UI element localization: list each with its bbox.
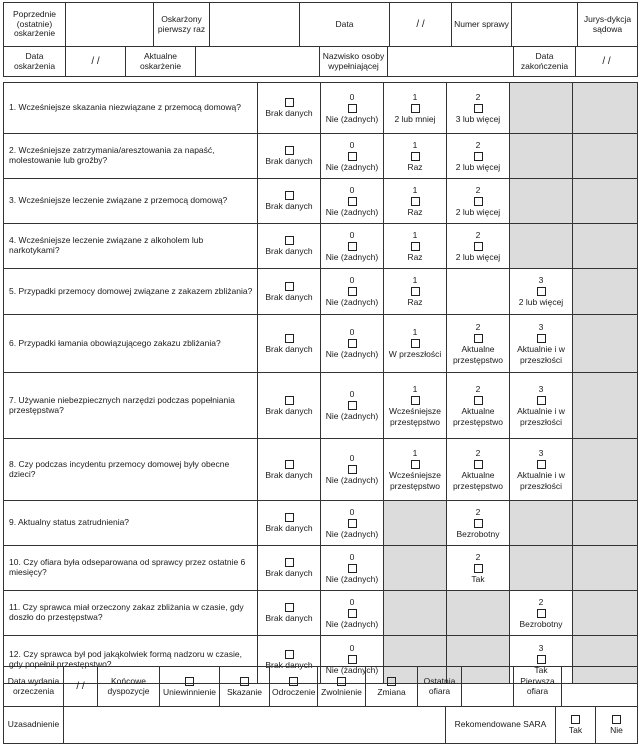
question-row-3: 3. Wcześniejsze leczenie związane z przemocą domową? Brak danych 0 Nie (żadnych) 1 Raz 2 2 lub więcej xyxy=(4,179,638,224)
empty-cell xyxy=(447,269,510,315)
checkbox[interactable] xyxy=(474,460,483,469)
option-2[interactable]: 2 2 lub więcej xyxy=(447,224,510,269)
option-0[interactable]: 0 Nie (żadnych) xyxy=(321,501,384,546)
checkbox[interactable] xyxy=(285,146,294,155)
option-2[interactable]: 2 Tak xyxy=(447,546,510,591)
checkbox[interactable] xyxy=(537,460,546,469)
checkbox[interactable] xyxy=(285,650,294,659)
option-0[interactable]: 0 Nie (żadnych) xyxy=(321,269,384,315)
option-1[interactable]: 1 W przeszłości xyxy=(384,315,447,373)
justification-field[interactable] xyxy=(64,707,446,744)
option-1[interactable]: 1 Raz xyxy=(384,179,447,224)
option-0[interactable]: 0 Nie (żadnych) xyxy=(321,83,384,134)
question-row-2: 2. Wcześniejsze zatrzymania/aresztowania za napaść, molestowanie lub groźby? Brak danych 0 Nie (żadnych) 1 Raz 2 2 lub więcej xyxy=(4,134,638,179)
question-row-5: 5. Przypadki przemocy domowej związane z zakazem zbliżania? Brak danych 0 Nie (żadnych) 1 Raz 3 2 lub więcej xyxy=(4,269,638,315)
checkbox[interactable] xyxy=(537,655,546,664)
option-no-data[interactable]: Brak danych xyxy=(258,373,321,439)
option-0[interactable]: 0 Nie (żadnych) xyxy=(321,179,384,224)
checkbox[interactable] xyxy=(348,564,357,573)
question-text: Wcześniejsze leczenie związane z przemocą domową? xyxy=(18,195,228,206)
prev-conviction-field[interactable] xyxy=(66,3,154,47)
charge-date-field[interactable]: / / xyxy=(66,47,126,77)
question-text: Wcześniejsze zatrzymania/aresztowania za napaść, molestowanie lub groźby? xyxy=(9,145,215,165)
checkbox[interactable] xyxy=(411,152,420,161)
checkbox[interactable] xyxy=(285,460,294,469)
shaded-cell xyxy=(573,591,638,636)
question-text: Czy podczas incydentu przemocy domowej były obecne dzieci? xyxy=(9,458,230,479)
footer-justification-table xyxy=(3,706,638,744)
charge-date-label: Data oskarżenia xyxy=(4,47,66,77)
checkbox[interactable] xyxy=(285,282,294,291)
checkbox[interactable] xyxy=(285,513,294,522)
final-disposition-label: Końcowe dyspozycje xyxy=(98,667,160,707)
checkbox[interactable] xyxy=(612,715,621,724)
ruling-date-field[interactable]: / / xyxy=(64,667,98,707)
shaded-cell xyxy=(384,591,447,636)
shaded-cell xyxy=(510,134,573,179)
current-charge-field[interactable] xyxy=(196,47,320,77)
option-3[interactable]: 3 Aktualnie i w przeszłości xyxy=(510,439,573,501)
option-0[interactable]: 0 Nie (żadnych) xyxy=(321,439,384,501)
checkbox[interactable] xyxy=(285,236,294,245)
shaded-cell xyxy=(573,439,638,501)
option-0[interactable]: 0 Nie (żadnych) xyxy=(321,546,384,591)
first-accused-field[interactable] xyxy=(210,3,300,47)
question-text: Przypadki łamania obowiązującego zakazu zbliżania? xyxy=(18,337,221,348)
checkbox[interactable] xyxy=(411,104,420,113)
shaded-cell xyxy=(384,501,447,546)
shaded-cell xyxy=(573,134,638,179)
option-3[interactable]: 3 2 lub więcej xyxy=(510,269,573,315)
checkbox[interactable] xyxy=(348,609,357,618)
option-no-data[interactable]: Brak danych xyxy=(258,501,321,546)
option-no-data[interactable]: Brak danych xyxy=(258,269,321,315)
last-victim-field[interactable] xyxy=(462,667,514,707)
shaded-cell xyxy=(447,591,510,636)
checkbox[interactable] xyxy=(348,401,357,410)
question-text: Wcześniejsze leczenie związane z alkoholem lub narkotykami? xyxy=(9,235,204,255)
date-label: Data xyxy=(300,3,390,47)
checkbox[interactable] xyxy=(474,564,483,573)
shaded-cell xyxy=(510,224,573,269)
acquittal-option[interactable]: Uniewinnienie xyxy=(160,667,220,707)
option-0[interactable]: 0 Nie (żadnych) xyxy=(321,591,384,636)
option-3[interactable]: 3 Aktualnie i w przeszłości xyxy=(510,315,573,373)
question-text: Aktualny status zatrudnienia? xyxy=(18,517,130,528)
risk-assessment-form xyxy=(3,2,637,743)
shaded-cell xyxy=(573,546,638,591)
ruling-date-label: Data wydania orzeczenia xyxy=(4,667,64,707)
case-number-label: Numer sprawy xyxy=(452,3,512,47)
question-row-7: 7. Używanie niebezpiecznych narzędzi podczas popełniania przestępstwa? Brak danych 0 Nie (żadnych) 1 Wcześniejsze przestępstwo 2 Aktualne przestępstwo 3 Aktualnie i w przeszłości xyxy=(4,373,638,439)
checkbox[interactable] xyxy=(348,287,357,296)
checkbox[interactable] xyxy=(537,334,546,343)
checkbox[interactable] xyxy=(537,287,546,296)
checkbox[interactable] xyxy=(411,460,420,469)
checkbox[interactable] xyxy=(348,152,357,161)
completed-by-field[interactable] xyxy=(388,47,514,77)
checkbox[interactable] xyxy=(348,465,357,474)
shaded-cell xyxy=(573,373,638,439)
changed-option[interactable]: Zmiana xyxy=(366,667,418,707)
shaded-cell xyxy=(510,179,573,224)
sara-no-option[interactable]: Nie xyxy=(596,707,638,744)
option-1[interactable]: 1 Raz xyxy=(384,224,447,269)
checkbox[interactable] xyxy=(474,334,483,343)
shaded-cell xyxy=(384,546,447,591)
shaded-cell xyxy=(573,315,638,373)
question-text: Czy sprawca był pod jakąkolwiek formą nadzoru w czasie, gdy popełnił przestępstwo? xyxy=(9,648,242,669)
checkbox[interactable] xyxy=(411,242,420,251)
option-no-data[interactable]: Brak danych xyxy=(258,546,321,591)
checkbox[interactable] xyxy=(411,287,420,296)
checkbox[interactable] xyxy=(348,339,357,348)
option-0[interactable]: 0 Nie (żadnych) xyxy=(321,636,384,684)
question-row-9: 9. Aktualny status zatrudnienia? Brak danych 0 Nie (żadnych) 2 Bezrobotny xyxy=(4,501,638,546)
checkbox[interactable] xyxy=(474,152,483,161)
option-2[interactable]: 2 3 lub więcej xyxy=(447,83,510,134)
option-no-data[interactable]: Brak danych xyxy=(258,134,321,179)
question-row-1: 1. Wcześniejsze skazania niezwiązane z przemocą domową? Brak danych 0 Nie (żadnych) 1 2 lub mniej 2 3 lub więcej xyxy=(4,83,638,134)
question-text: Używanie niebezpiecznych narzędzi podczas popełniania przestępstwa? xyxy=(9,394,235,415)
justification-label: Uzasadnienie xyxy=(4,707,64,744)
questions-table xyxy=(3,82,638,684)
option-no-data[interactable]: Brak danych xyxy=(258,179,321,224)
question-text: Czy sprawca miał orzeczony zakaz zbliżania w czasie, gdy doszło do przestępstwa? xyxy=(9,602,244,622)
checkbox[interactable] xyxy=(571,715,580,724)
question-row-11: 11. Czy sprawca miał orzeczony zakaz zbliżania w czasie, gdy doszło do przestępstwa? Brak danych 0 Nie (żadnych) 2 Bezrobotny xyxy=(4,591,638,636)
option-no-data[interactable]: Brak danych xyxy=(258,591,321,636)
option-2[interactable]: 2 2 lub więcej xyxy=(447,134,510,179)
case-number-field[interactable] xyxy=(512,3,578,47)
sara-yes-option[interactable]: Tak xyxy=(556,707,596,744)
option-3[interactable]: 3 Aktualnie i w przeszłości xyxy=(510,373,573,439)
question-row-10: 10. Czy ofiara była odseparowana od sprawcy przez ostatnie 6 miesięcy? Brak danych 0 Nie (żadnych) 2 Tak xyxy=(4,546,638,591)
question-row-6: 6. Przypadki łamania obowiązującego zakazu zbliżania? Brak danych 0 Nie (żadnych) 1 W przeszłości 2 Aktualne przestępstwo 3 Aktualnie i w przeszłości xyxy=(4,315,638,373)
first-victim-label: Pierwsza ofiara xyxy=(514,667,562,707)
question-text: Przypadki przemocy domowej związane z zakazem zbliżania? xyxy=(18,285,253,296)
current-charge-label: Aktualne oskarżenie xyxy=(126,47,196,77)
checkbox[interactable] xyxy=(285,334,294,343)
checkbox[interactable] xyxy=(348,242,357,251)
option-1[interactable]: 1 Wcześniejsze przestępstwo xyxy=(384,373,447,439)
option-no-data[interactable]: Brak danych xyxy=(258,224,321,269)
option-2[interactable]: 2 Bezrobotny xyxy=(447,501,510,546)
sara-recommended-label: Rekomendowane SARA xyxy=(446,707,556,744)
footer-disposition-table xyxy=(3,666,638,707)
option-0[interactable]: 0 Nie (żadnych) xyxy=(321,373,384,439)
first-victim-field[interactable] xyxy=(562,667,638,707)
end-date-label: Data zakończenia xyxy=(514,47,576,77)
option-0[interactable]: 0 Nie (żadnych) xyxy=(321,315,384,373)
deferred-option[interactable]: Odroczenie xyxy=(270,667,318,707)
checkbox[interactable] xyxy=(537,609,546,618)
checkbox[interactable] xyxy=(387,677,396,686)
question-row-4: 4. Wcześniejsze leczenie związane z alkoholem lub narkotykami? Brak danych 0 Nie (żadnych) 1 Raz 2 2 lub więcej xyxy=(4,224,638,269)
question-text: Czy ofiara była odseparowana od sprawcy przez ostatnie 6 miesięcy? xyxy=(9,557,246,577)
option-0[interactable]: 0 Nie (żadnych) xyxy=(321,134,384,179)
shaded-cell xyxy=(573,269,638,315)
option-no-data[interactable]: Brak danych xyxy=(258,83,321,134)
question-text: Wcześniejsze skazania niezwiązane z przemocą domową? xyxy=(18,102,241,113)
shaded-cell xyxy=(573,501,638,546)
question-row-12: 12. Czy sprawca był pod jakąkolwiek formą nadzoru w czasie, gdy popełnił przestępstwo? Brak danych 0 Nie (żadnych) 3 Tak xyxy=(4,636,638,684)
option-2[interactable]: 2 Aktualne przestępstwo xyxy=(447,315,510,373)
checkbox[interactable] xyxy=(411,197,420,206)
option-2[interactable]: 2 Aktualne przestępstwo xyxy=(447,373,510,439)
question-row-8: 8. Czy podczas incydentu przemocy domowej były obecne dzieci? Brak danych 0 Nie (żadnych) 1 Wcześniejsze przestępstwo 2 Aktualne przestępstwo 3 Aktualnie i w przeszłości xyxy=(4,439,638,501)
checkbox[interactable] xyxy=(474,104,483,113)
option-1[interactable]: 1 2 lub mniej xyxy=(384,83,447,134)
option-0[interactable]: 0 Nie (żadnych) xyxy=(321,224,384,269)
checkbox[interactable] xyxy=(348,519,357,528)
date-field[interactable]: / / xyxy=(390,3,452,47)
checkbox[interactable] xyxy=(537,396,546,405)
option-3[interactable]: 3 Tak xyxy=(510,636,573,684)
checkbox[interactable] xyxy=(474,396,483,405)
checkbox[interactable] xyxy=(285,396,294,405)
checkbox[interactable] xyxy=(411,396,420,405)
option-no-data[interactable]: Brak danych xyxy=(258,315,321,373)
dismissed-option[interactable]: Zwolnienie xyxy=(318,667,366,707)
checkbox[interactable] xyxy=(348,197,357,206)
option-2[interactable]: 2 2 lub więcej xyxy=(447,179,510,224)
shaded-cell xyxy=(510,501,573,546)
shaded-cell xyxy=(510,546,573,591)
option-2[interactable]: 2 Aktualne przestępstwo xyxy=(447,439,510,501)
option-2[interactable]: 2 Bezrobotny xyxy=(510,591,573,636)
checkbox[interactable] xyxy=(240,677,249,686)
jurisdiction-label: Jurys-dykcja sądowa xyxy=(578,3,638,47)
checkbox[interactable] xyxy=(285,191,294,200)
header-table-2 xyxy=(3,46,638,77)
shaded-cell xyxy=(573,83,638,134)
shaded-cell xyxy=(573,179,638,224)
checkbox[interactable] xyxy=(348,655,357,664)
checkbox[interactable] xyxy=(474,242,483,251)
checkbox[interactable] xyxy=(474,519,483,528)
prev-conviction-label: Poprzednie (ostatnie) oskarżenie xyxy=(4,3,66,47)
checkbox[interactable] xyxy=(474,197,483,206)
option-no-data[interactable]: Brak danych xyxy=(258,636,321,684)
checkbox[interactable] xyxy=(337,677,346,686)
checkbox[interactable] xyxy=(285,558,294,567)
option-1[interactable]: 1 Raz xyxy=(384,134,447,179)
last-victim-label: Ostatnia ofiara xyxy=(418,667,462,707)
first-accused-label: Oskarżony pierwszy raz xyxy=(154,3,210,47)
shaded-cell xyxy=(573,224,638,269)
shaded-cell xyxy=(510,83,573,134)
option-no-data[interactable]: Brak danych xyxy=(258,439,321,501)
checkbox[interactable] xyxy=(285,603,294,612)
checkbox[interactable] xyxy=(289,677,298,686)
checkbox[interactable] xyxy=(185,677,194,686)
option-1[interactable]: 1 Raz xyxy=(384,269,447,315)
completed-by-label: Nazwisko osoby wypełniającej xyxy=(320,47,388,77)
header-table xyxy=(3,2,638,47)
end-date-field[interactable]: / / xyxy=(576,47,638,77)
option-1[interactable]: 1 Wcześniejsze przestępstwo xyxy=(384,439,447,501)
convicted-option[interactable]: Skazanie xyxy=(220,667,270,707)
checkbox[interactable] xyxy=(348,104,357,113)
checkbox[interactable] xyxy=(411,339,420,348)
checkbox[interactable] xyxy=(285,98,294,107)
